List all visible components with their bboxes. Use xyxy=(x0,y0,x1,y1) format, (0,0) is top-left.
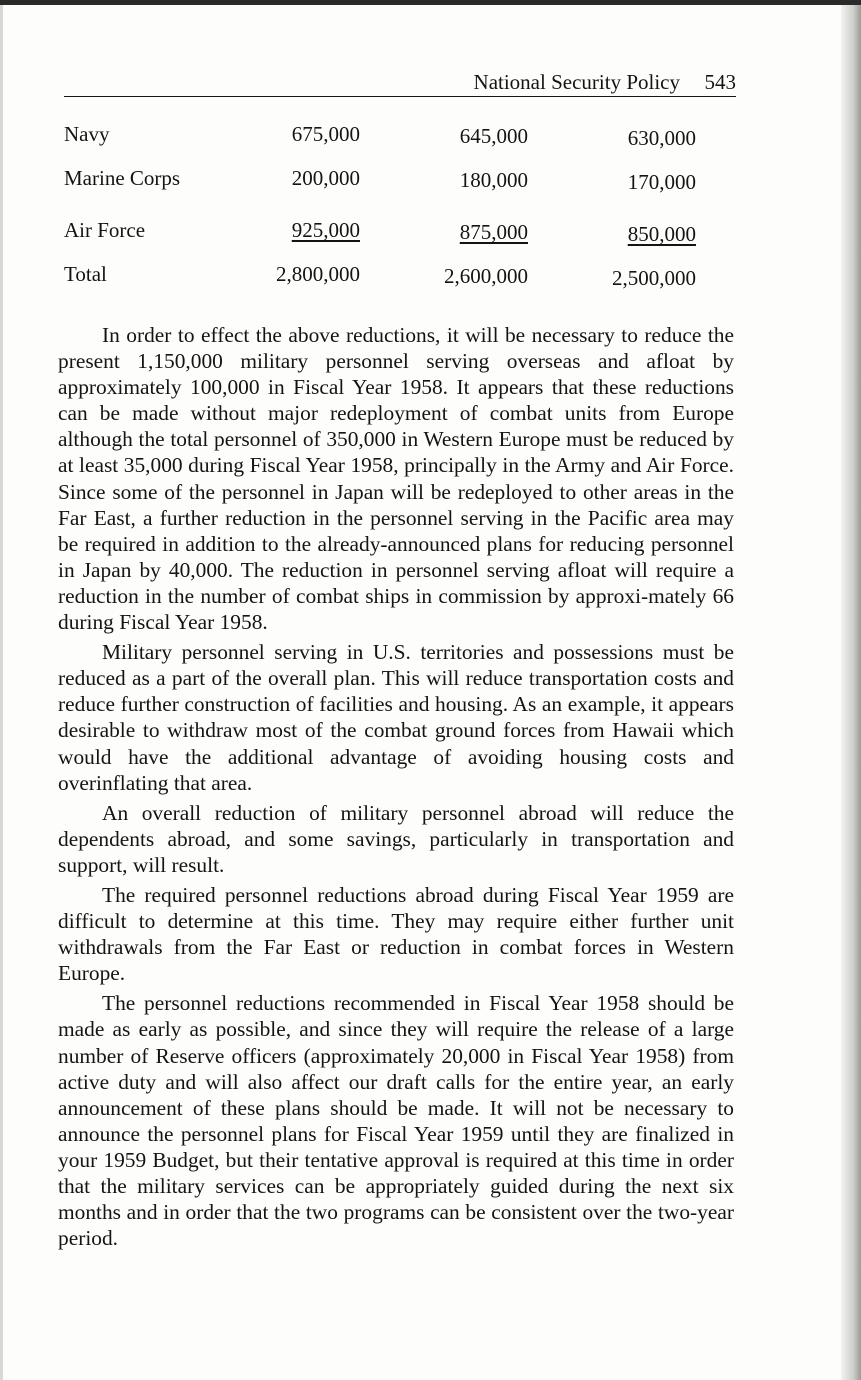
cell-value: 630,000 xyxy=(627,126,696,150)
row-label: Air Force xyxy=(64,218,146,242)
cell-value: 2,600,000 xyxy=(444,264,528,288)
page-left-edge xyxy=(0,5,3,1380)
cell-value: 645,000 xyxy=(459,124,528,148)
table-row xyxy=(64,262,736,292)
paragraph: Military personnel serving in U.S. territories and possessions must be reduced as a part of the overall plan. This will reduce transportation costs and reduce further construction of facilities and housing. As an example, it appears desirable to withdraw most of the combat ground forces from Hawaii which would have the additional advantage of avoiding housing costs and overinflating that area. xyxy=(58,640,734,795)
table-row xyxy=(64,166,736,196)
row-label: Navy xyxy=(64,122,110,146)
running-header-title: National Security Policy xyxy=(473,70,680,94)
page-number: 543 xyxy=(704,70,736,94)
table-row xyxy=(64,122,736,152)
cell-value: 200,000 xyxy=(291,166,360,190)
page-binding-edge xyxy=(841,5,861,1380)
paragraph: The personnel reductions recommended in Fiscal Year 1958 should be made as early as possible, and since they will require the release of a large number of Reserve officers (approximately 20,000 in Fiscal Year 1958) from active duty and will also affect our draft calls for the entire year, an early announcement of these plans should be made. It will not be necessary to announce the personnel plans for Fiscal Year 1959 until they are finalized in your 1959 Budget, but their tentative approval is required at this time in order that the military services can be appropriately guided during the next six months and in order that the two programs can be consistent over the two-year period. xyxy=(58,991,734,1251)
cell-value: 875,000 xyxy=(459,220,528,244)
paragraph: The required personnel reductions abroad during Fiscal Year 1959 are difficult to determine at this time. They may require either further unit withdrawals from the Far East or reduction in combat forces in Western Europe. xyxy=(58,882,734,986)
body-text xyxy=(58,322,734,1255)
cell-value: 180,000 xyxy=(459,168,528,192)
table-row xyxy=(64,218,736,248)
paragraph: In order to effect the above reductions, it will be necessary to reduce the present 1,150,000 military personnel serving overseas and afloat by approximately 100,000 in Fiscal Year 1958. It appears that these reductions can be made without major redeployment of combat units from Europe although the total personnel of 350,000 in Western Europe must be reduced by at least 35,000 during Fiscal Year 1958, principally in the Army and Air Force. Since some of the personnel in Japan will be redeployed to other areas in the Far East, a further reduction in the personnel serving in the Pacific area may be required in addition to the already-announced plans for reducing personnel in Japan by 40,000. The reduction in personnel serving afloat will require a reduction in the number of combat ships in commission by approxi-mately 66 during Fiscal Year 1958. xyxy=(58,323,734,635)
row-label: Marine Corps xyxy=(64,166,181,190)
running-header xyxy=(64,70,736,97)
row-label: Total xyxy=(64,262,107,286)
page-top-edge xyxy=(0,0,861,5)
cell-value: 850,000 xyxy=(627,222,696,246)
cell-value: 675,000 xyxy=(291,122,360,146)
cell-value: 2,500,000 xyxy=(612,266,696,290)
paragraph: An overall reduction of military personnel abroad will reduce the dependents abroad, and some savings, particularly in transportation and support, will result. xyxy=(58,800,734,877)
cell-value: 2,800,000 xyxy=(276,262,360,286)
cell-value: 925,000 xyxy=(291,218,360,242)
cell-value: 170,000 xyxy=(627,170,696,194)
